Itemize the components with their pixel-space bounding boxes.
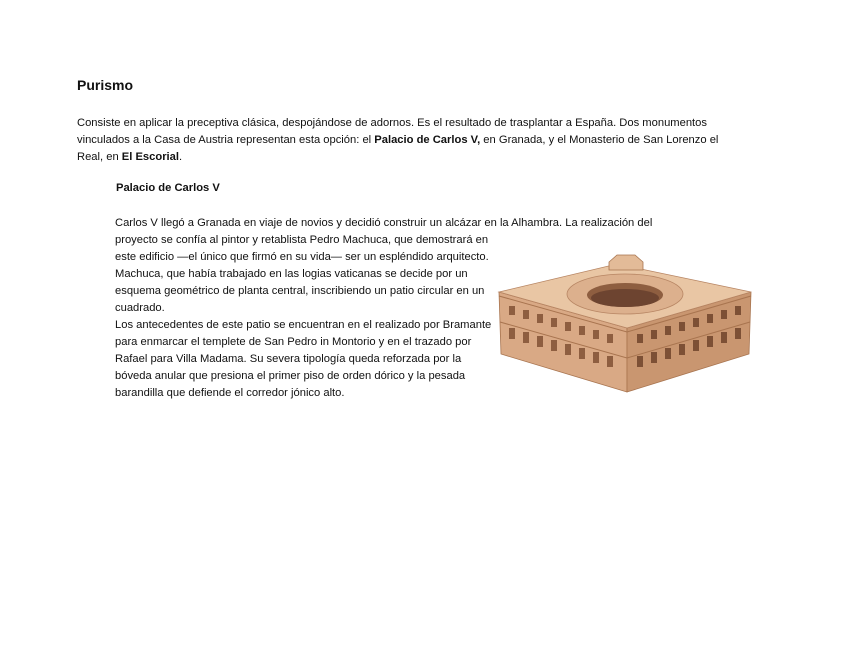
courtyard-floor [591, 289, 659, 307]
section-title: Purismo [77, 77, 134, 93]
chapel-tower [609, 255, 643, 270]
intro-paragraph [77, 115, 737, 166]
intro-text-1: Consiste en aplicar la preceptiva clásica, despojándose de adornos. Es el resultado de trasplantar a España. Dos monumentos vinculados a la Casa de Austria representan esta opción: el [77, 117, 707, 146]
body-first-line: Carlos V llegó a Granada en viaje de novios y decidió construir un alcázar en la Alhambra. La realización del [115, 217, 653, 229]
intro-bold-escorial: El Escorial [121, 151, 179, 163]
intro-text-2: en Granada, y el Monasterio de San Lorenzo el Real, en [77, 134, 719, 163]
intro-bold-palacio: Palacio de Carlos V, [374, 134, 481, 146]
body-paragraph-3: Los antecedentes de este patio se encuentran en el realizado por Bramante para enmarcar el templete de San Pedro in Montorio y en el trazado por Rafael para Villa Madama. Su severa tipología queda reforzada por la bóveda anular que presiona el primer piso de orden dórico y la pesada barandilla que defiende el corredor jónico alto. [115, 319, 492, 399]
intro-text-3: . [179, 151, 183, 163]
subsection-title: Palacio de Carlos V [116, 182, 220, 194]
body-paragraph-2: Machuca, que había trabajado en las logias vaticanas se decide por un esquema geométrico de planta central, inscribiendo un patio circular en un cuadrado. [115, 268, 485, 314]
body-text [115, 232, 495, 402]
palace-model-image [497, 250, 753, 400]
body-paragraph-1: proyecto se confía al pintor y retablista Pedro Machuca, que demostrará en este edificio —el único que firmó en su vida— ser un espléndido arquitecto. [115, 234, 489, 263]
